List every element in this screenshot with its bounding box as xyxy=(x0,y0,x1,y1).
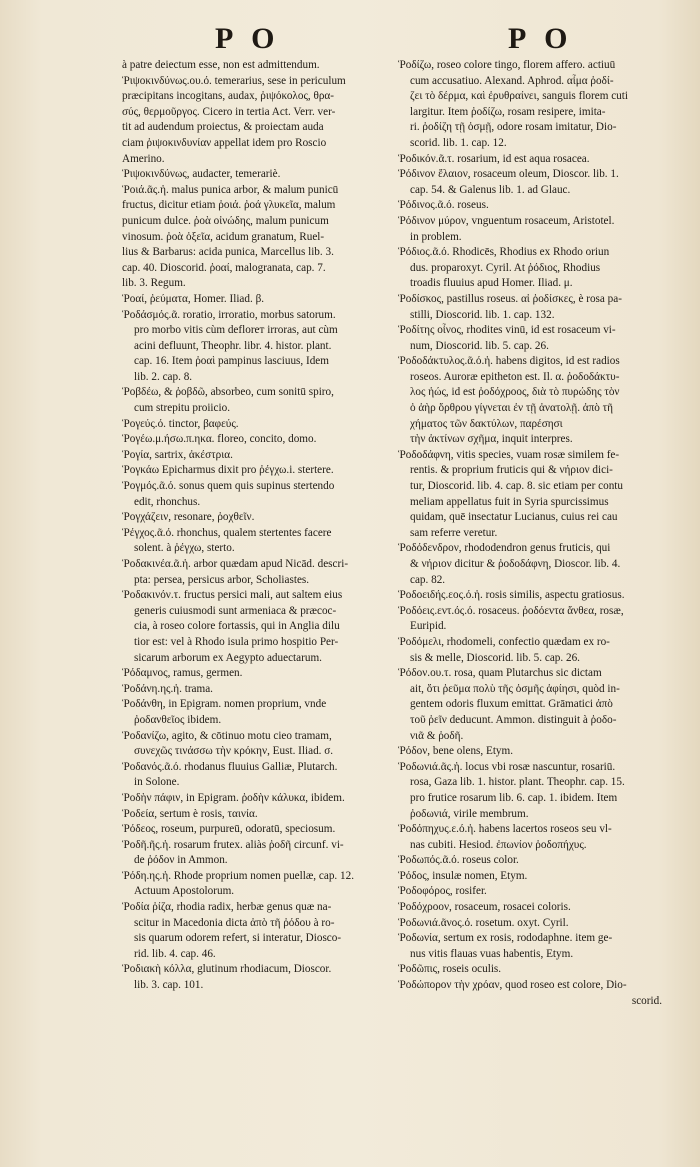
text-line: lius & Barbarus: acida punica, Marcellus lib. 3. xyxy=(122,246,334,259)
text-line: Ῥοδόδενδρον, rhododendron genus fruticis, qui xyxy=(398,542,611,555)
text-line: rentis. & proprium fruticis qui & νήριον dici- xyxy=(410,464,613,477)
text-line: de ῥόδον in Ammon. xyxy=(134,854,228,867)
text-line: Euripid. xyxy=(410,620,447,633)
text-line: ait, ὅτι ῥεῦμα πολὺ τῆς ὀσμῆς ἀφίησι, quòd in- xyxy=(410,682,620,695)
text-line: meliam appellatus fuit in Syria spurcissimus xyxy=(410,495,609,508)
text-line: ῥοδωνιά, virile membrum. xyxy=(410,807,529,820)
text-line: Ῥόδινον ἔλαιον, rosaceum oleum, Dioscor. lib. 1. xyxy=(398,168,619,181)
text-line: cap. 82. xyxy=(410,573,446,586)
text-line: ζει τὸ δέρμα, καὶ ἐρυθραίνει, sanguis florem cuti xyxy=(410,90,628,103)
text-line: cap. 40. Dioscorid. ῥοαί, malogranata, cap. 7. xyxy=(122,261,326,274)
text-line: Ῥογχάζειν, resonare, ῥοχθεῖν. xyxy=(122,511,255,524)
text-line: Ῥογέω.μ.ήσω.π.ηκα. floreo, concito, domo. xyxy=(122,433,317,446)
text-line: Ῥογκάω Epicharmus dixit pro ῥέγχω.i. stertere. xyxy=(122,464,334,477)
text-line: Actuum Apostolorum. xyxy=(134,885,235,898)
text-line: sis & melle, Dioscorid. lib. 5. cap. 26. xyxy=(410,651,580,664)
text-line: Ῥέγχος.ᾶ.ό. rhonchus, qualem stertentes facere xyxy=(122,526,332,539)
text-line: Ῥοδόμελι, rhodomeli, confectio quædam ex ro- xyxy=(398,635,610,648)
header-letters-left: P O xyxy=(215,22,281,55)
text-line: Ῥογεύς.ό. tinctor, βαφεύς. xyxy=(122,417,239,430)
text-line: tior est: vel à Rhodo isula primo hospitio Per- xyxy=(134,635,339,648)
text-line: συνεχῶς τινάσσω τὴν κρόκην, Eust. Iliad. σ. xyxy=(134,745,334,758)
text-line: & νήριον dicitur & ῥοδοδάφνη, Dioscor. lib. 4. xyxy=(410,558,621,570)
text-line: Ῥογμός.ᾶ.ό. sonus quem quis supinus stertendo xyxy=(122,480,335,493)
text-line: dus. proparoxyt. Cyril. At ῥόδιος, Rhodius xyxy=(410,261,601,274)
text-line: ὁ ἀὴρ ὄρθρου γίγνεται ἐν τῇ ἀνατολῇ. ἀπὸ τῆ xyxy=(410,402,614,415)
text-line: Ῥοιά.ᾶς.ἡ. malus punica arbor, & malum punicū xyxy=(122,183,339,196)
text-line: troadis fluuius apud Homer. Iliad. μ. xyxy=(410,277,573,290)
text-line: Ῥοδάσμός.ᾶ. roratio, irroratio, morbus satorum. xyxy=(122,308,336,321)
text-line: Ῥοδόχροον, rosaceum, rosacei coloris. xyxy=(398,901,571,914)
text-line: ri. ῥοδίζη τῇ ὀσμῇ, odore rosam imitatur, Dio- xyxy=(410,121,617,134)
text-line: Ῥόδη.ης.ἡ. Rhode proprium nomen puellæ, cap. 12. xyxy=(122,869,355,882)
text-line: Ῥοδικόν.ᾶ.τ. rosarium, id est aqua rosacea. xyxy=(398,152,590,165)
text-line: sicarum arborum ex Aegypto aduectarum. xyxy=(134,651,322,664)
text-line: Ῥοδωνία, sertum ex rosis, rododaphne. item ge- xyxy=(398,932,613,945)
text-line: Ῥοδεία, sertum è rosis, ταινία. xyxy=(122,807,258,820)
text-line: tit ad audendum proiectus, & proiectam auda xyxy=(122,121,324,134)
text-line: ῥοδανθεῖος ibidem. xyxy=(134,713,222,726)
text-line: Amerino. xyxy=(122,152,165,165)
text-line: Ῥοδοφόρος, rosifer. xyxy=(398,885,487,898)
text-line: Ῥοδίτης οἶνος, rhodites vinū, id est rosaceum vi- xyxy=(398,324,616,337)
text-line: Ῥοδόπηχυς.ε.ό.ἡ. habens lacertos roseos seu vl- xyxy=(398,823,612,836)
text-line: Ῥοδίσκος, pastillus roseus. αἱ ῥοδίσκες, è rosa pa- xyxy=(398,292,622,305)
text-line: Ῥοδανός.ᾶ.ό. rhodanus fluuius Galliæ, Plutarch. xyxy=(122,760,338,773)
text-line: νιᾶ & ῥοδῆ. xyxy=(410,729,464,742)
text-line: sam referre veretur. xyxy=(410,526,498,539)
text-line: sis quarum odorem refert, si interatur, Diosco- xyxy=(134,932,342,945)
text-line: Ῥοδία ῥίζα, rhodia radix, herbæ genus quæ na- xyxy=(122,901,332,914)
text-line: Ῥοδωνιά.ᾶς.ἡ. locus vbi rosæ nascuntur, rosariū. xyxy=(398,760,616,773)
right-column xyxy=(398,58,666,1009)
text-line: Ῥοδωπός.ᾶ.ό. roseus color. xyxy=(398,854,519,867)
text-line: Ῥοδοδάφνη, vitis species, vuam rosæ similem fe- xyxy=(398,448,620,461)
text-line: Ῥόδος, insulæ nomen, Etym. xyxy=(398,869,528,882)
text-line: pro morbo vitis cùm deflorет irroras, aut cùm xyxy=(134,324,338,337)
header-letters-right: P O xyxy=(508,22,574,55)
text-line: præcipitans incogitans, audax, ῥιψόκολος, θρα- xyxy=(122,90,335,103)
text-line: Ῥοδὴν πάφιν, in Epigram. ῥοδὴν κάλυκα, ibidem. xyxy=(122,791,345,804)
text-line: τὴν ἀκτίνων σχῆμα, inquit interpres. xyxy=(410,433,573,446)
text-line: Ῥογία, sartrix, ἀκέστρια. xyxy=(122,448,233,461)
text-line: num, Dioscorid. lib. 5. cap. 26. xyxy=(410,339,549,352)
text-line: scorid. lib. 1. cap. 12. xyxy=(410,136,507,149)
text-line: Ῥοδακινέα.ᾶ.ἡ. arbor quædam apud Nicād. descri- xyxy=(122,558,349,570)
text-line: nas cubiti. Hesiod. ἐπωνίον ῥοδοπήχυς. xyxy=(410,838,587,851)
text-line: ciam ῥιψοκινδυνίαν appellat idem pro Roscio xyxy=(122,136,327,149)
text-line: cap. 54. & Galenus lib. 1. ad Glauc. xyxy=(410,183,571,196)
text-line: generis cuiusmodi sunt armeniaca & præcoc- xyxy=(134,604,337,617)
text-line: punicum dulce. ῥοὰ οἰνώδης, malum punicum xyxy=(122,214,329,227)
text-line: largitur. Item ῥοδίζω, rosam resipere, imita- xyxy=(410,105,606,118)
text-line: Ῥοδοδάκτυλος.ᾶ.ό.ἡ. habens digitos, id est radios xyxy=(398,355,620,368)
text-line: Ῥοδάνη.ης.ἡ. trama. xyxy=(122,682,213,695)
text-line: quidam, quē insectatur Lucianus, cuius rei cau xyxy=(410,511,618,524)
text-line: gentem odoris fluxum emittat. Grāmatici ἀπὸ xyxy=(410,698,613,711)
text-line: Ῥοδίζω, roseo colore tingo, florem affero. actiuū xyxy=(398,59,616,71)
text-line: Ῥιψοκινδύνως, audacter, temerariè. xyxy=(122,168,281,181)
text-line: cum strepitu proiicio. xyxy=(134,402,231,415)
text-line: à patre deiectum esse, non est admittendum. xyxy=(122,59,320,71)
text-line: cap. 16. Item ῥοαὶ pampinus lasciuus, Idem xyxy=(134,355,329,368)
text-line: Ῥόδινος.ᾶ.ό. roseus. xyxy=(398,199,489,212)
text-line: Ῥοδιακὴ κόλλα, glutinum rhodiacum, Dioscor. xyxy=(122,963,332,976)
text-line: lib. 2. cap. 8. xyxy=(134,370,193,383)
text-line: Ῥοβδέω, & ῥοβδῶ, absorbeo, cum sonitū spiro, xyxy=(122,386,334,399)
running-header xyxy=(0,22,700,62)
text-line: Ῥοδῶπις, roseis oculis. xyxy=(398,963,502,976)
text-line: pta: persea, persicus arbor, Scholiastes. xyxy=(134,573,310,586)
text-line: λος ἠώς, id est ῥοδόχροος, διὰ τὸ πυρώδης τὸν xyxy=(410,386,620,399)
text-line: tur, Dioscorid. lib. 4. cap. 8. sic etiam per contu xyxy=(410,480,623,493)
text-line: scitur in Macedonia dicta ἀπὸ τῆ ῥόδου à ro- xyxy=(134,916,335,929)
text-line: nus vitis flauas vuas habentis, Etym. xyxy=(410,947,574,960)
text-line: cia, à roseo colore fortassis, qui in Anglia dilu xyxy=(134,620,340,633)
text-line: Ῥόδαμνος, ramus, germen. xyxy=(122,667,243,680)
text-line: Ῥόδινον μύρον, vnguentum rosaceum, Aristotel. xyxy=(398,214,615,227)
text-line: Ῥοδωνιά.ᾶνος.ό. rosetum. oxyt. Cyril. xyxy=(398,916,569,929)
text-line: rid. lib. 4. cap. 46. xyxy=(134,947,216,960)
text-line: Ῥόδεος, roseum, purpureū, odoratū, speciosum. xyxy=(122,823,336,836)
text-line: Ῥοδόεις.εντ.ός.ό. rosaceus. ῥοδόεντα ἄνθεα, rosæ, xyxy=(398,604,624,617)
text-line: in Solone. xyxy=(134,776,180,789)
text-line: cum accusatiuo. Alexand. Aphrod. αἷμα ῥοδί- xyxy=(410,74,614,87)
text-line: vinosum. ῥοὰ ὀξεῖα, acidum granatum, Ruel- xyxy=(122,230,325,243)
text-line: solent. à ῥέγχω, sterto. xyxy=(134,542,235,555)
text-line: χήματος τῶν δακτύλων, παρέσησι xyxy=(410,417,563,430)
text-line: scorid. xyxy=(631,994,662,1007)
text-line: Ῥόδιος.ᾶ.ό. Rhodicēs, Rhodius ex Rhodo oriun xyxy=(398,246,610,259)
text-line: Ῥόδον, bene olens, Etym. xyxy=(398,745,514,758)
left-column xyxy=(122,58,388,994)
text-line: lib. 3. cap. 101. xyxy=(134,979,204,992)
text-line: Ῥοδάνθη, in Epigram. nomen proprium, vnde xyxy=(122,698,327,711)
text-line: Ῥοαί, ῥεύματα, Homer. Iliad. β. xyxy=(122,292,265,305)
text-line: in problem. xyxy=(410,230,462,243)
text-line: Ῥοδακινόν.τ. fructus persici mali, aut saltem eius xyxy=(122,589,343,602)
text-line: Ῥοδοειδής.εος.ό.ἡ. rosis similis, aspectu gratiosus. xyxy=(398,589,625,602)
text-line: rosa, Gaza lib. 1. histor. plant. Theophr. cap. 15. xyxy=(410,776,625,789)
text-line: pro frutice rosarum lib. 6. cap. 1. ibidem. Item xyxy=(410,791,618,804)
text-line: acini defluunt, Theophr. libr. 4. histor. plant. xyxy=(134,339,332,352)
text-line: Ῥοδανίζω, agito, & cōtinuo motu cieo tramam, xyxy=(122,729,332,742)
text-line: Ῥοδῆ.ῆς.ἡ. rosarum frutex. aliàs ῥοδῆ circunf. vi- xyxy=(122,838,344,851)
text-line: Ῥιψοκινδύνως.ου.ό. temerarius, sese in periculum xyxy=(122,74,346,87)
text-line: lib. 3. Regum. xyxy=(122,277,186,290)
text-line: Ῥόδον.ου.τ. rosa, quam Plutarchus sic dictam xyxy=(398,667,602,680)
text-line: roseos. Auroræ epitheton est. Il. α. ῥοδοδάκτυ- xyxy=(410,370,620,383)
text-line: stilli, Dioscorid. lib. 1. cap. 132. xyxy=(410,308,555,321)
text-line: σύς, θερμοῦργος. Cicero in tertia Act. Verr. ver- xyxy=(122,105,336,118)
text-line: edit, rhonchus. xyxy=(134,495,201,508)
text-line: Ῥοδώπορον τὴν χρόαν, quod roseo est colore, Dio- xyxy=(398,979,627,992)
text-line: τοῦ ῥεῖν deducunt. Ammon. distinguit à ῥοδο- xyxy=(410,713,617,726)
text-line: fructus, dicitur etiam ῥοιά. ῥοά γλυκεῖα, malum xyxy=(122,199,336,212)
